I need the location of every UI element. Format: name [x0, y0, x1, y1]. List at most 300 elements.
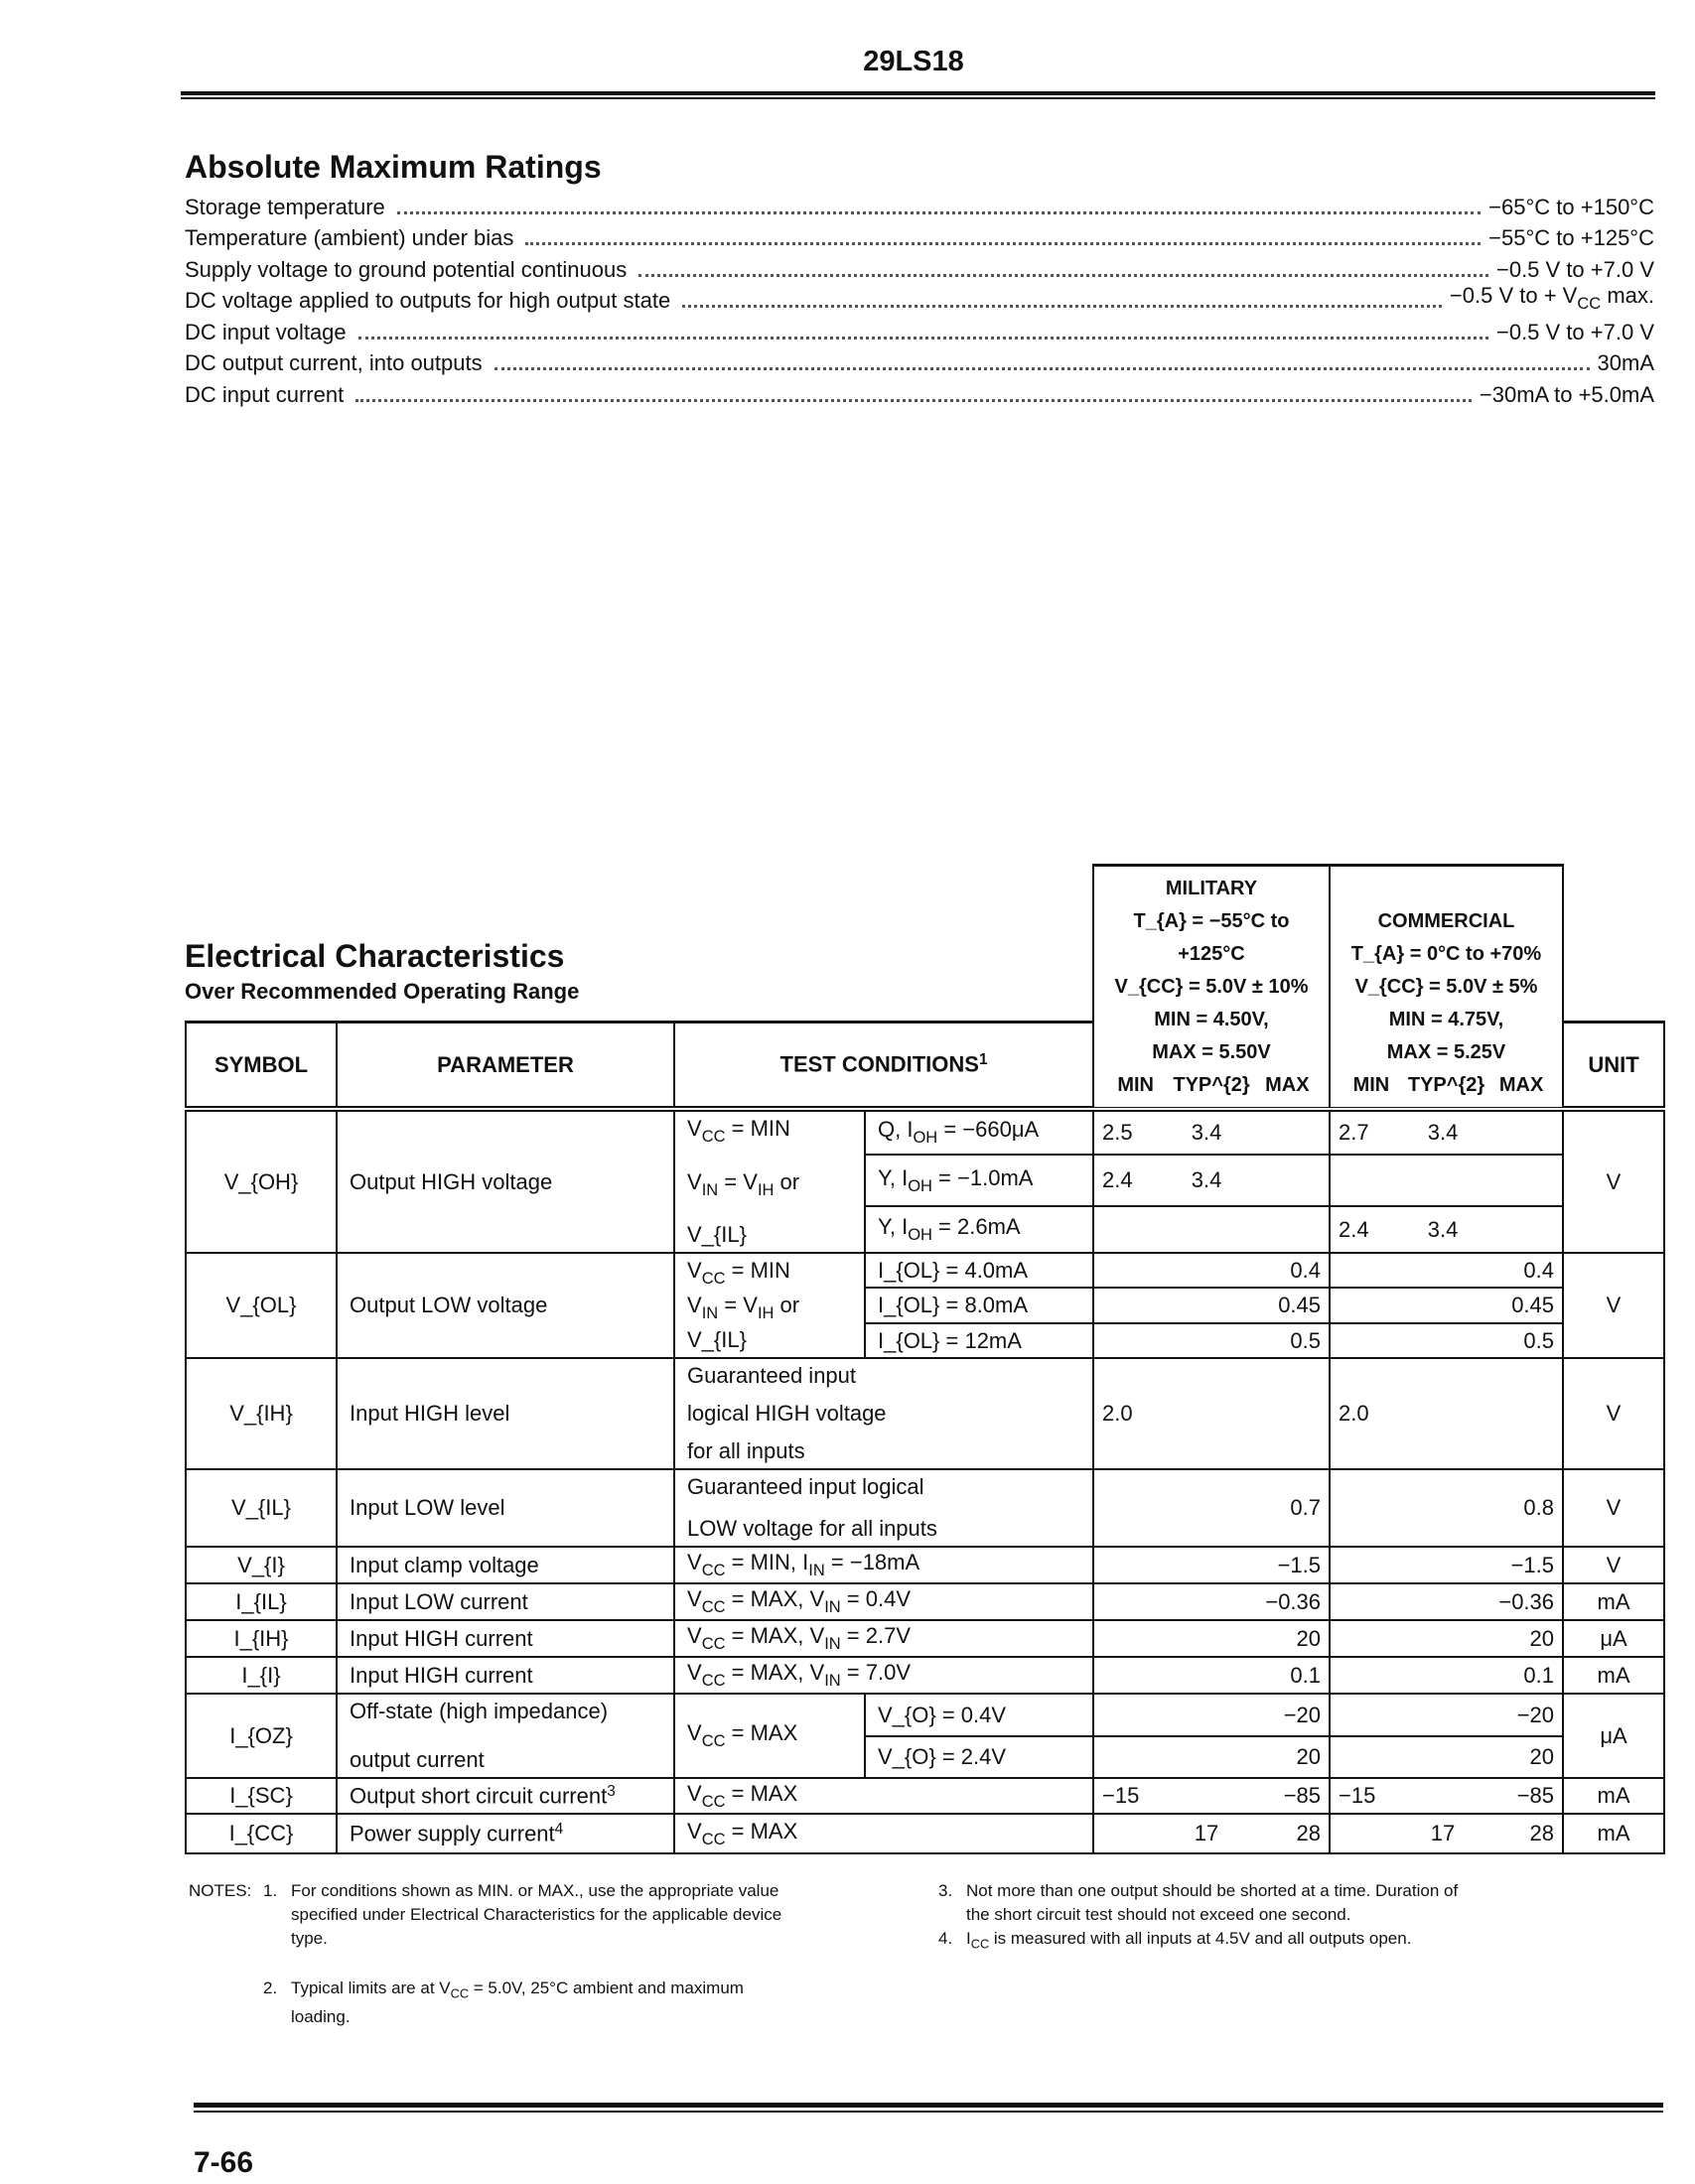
min-value: 2.7 — [1339, 1119, 1369, 1145]
rating-item — [185, 345, 1654, 377]
unit-cell: V — [1563, 1469, 1664, 1547]
value-group — [1102, 1217, 1321, 1243]
note-line: type. — [291, 1929, 328, 1948]
value-group — [1102, 1293, 1321, 1318]
rating-label: DC voltage applied to outputs for high output state — [185, 288, 671, 313]
min-value: −15 — [1102, 1783, 1140, 1808]
military-values — [1093, 1620, 1330, 1657]
value-group — [1339, 1663, 1554, 1689]
rating-label: Storage temperature — [185, 194, 385, 219]
rating-value: −0.5 V to +7.0 V — [1495, 256, 1654, 282]
text-line: $V_{IN} = V_{IH}$ or — [687, 1293, 800, 1322]
min-value — [1339, 1663, 1408, 1689]
symbol-cell: I_{I} — [186, 1657, 337, 1694]
rating-value: 30mA — [1597, 350, 1654, 375]
max-value: 0.4 — [1523, 1257, 1555, 1283]
typ-value — [1172, 1744, 1241, 1770]
military-values — [1093, 1583, 1330, 1620]
dot-leader — [397, 211, 1481, 214]
typ-value — [1408, 1744, 1478, 1770]
typ-value — [1172, 1258, 1241, 1284]
note-line: loading. — [291, 2007, 351, 2027]
notes-label: NOTES: — [189, 1881, 252, 1900]
test-condition-main — [674, 1109, 865, 1253]
typ-value: 3.4 — [1427, 1119, 1459, 1145]
note-n4 — [938, 1927, 1411, 1956]
min-value — [1102, 1553, 1172, 1578]
military-values — [1093, 1778, 1330, 1814]
test-condition-sub: I_{OL} = 8.0mA — [865, 1288, 1093, 1323]
commercial-values — [1330, 1694, 1563, 1736]
unit-cell: V — [1563, 1109, 1664, 1253]
typ-value — [1172, 1553, 1241, 1578]
parameter-cell: Input HIGH current — [337, 1620, 674, 1657]
table-row — [186, 1358, 1664, 1469]
symbol-cell: I_{OZ} — [186, 1694, 337, 1778]
min-value — [1102, 1626, 1172, 1652]
header-rule-thin — [181, 97, 1655, 99]
rating-value: −30mA to +5.0mA — [1479, 381, 1654, 407]
value-group — [1339, 1293, 1554, 1318]
test-condition: $V_{CC}$ = MAX, $V_{IN} = 7.0V$ — [674, 1657, 1093, 1694]
max-value — [1241, 1120, 1321, 1146]
max-value: 0.45 — [1511, 1293, 1555, 1317]
test-condition-sub: I_{OL} = 4.0mA — [865, 1253, 1093, 1288]
commercial-values — [1330, 1814, 1563, 1853]
typ-value — [1408, 1495, 1478, 1521]
note-text — [966, 1879, 1458, 1927]
header-line: MIN = 4.50V, — [1154, 1009, 1269, 1030]
header-parameter: PARAMETER — [337, 1023, 674, 1110]
max-value: 20 — [1529, 1744, 1555, 1769]
commercial-values — [1330, 1547, 1563, 1583]
section-title-absolute-max: Absolute Maximum Ratings — [185, 149, 602, 185]
value-group — [1102, 1401, 1321, 1427]
rating-item — [185, 220, 1654, 252]
military-values — [1093, 1694, 1330, 1736]
value-group — [1102, 1703, 1321, 1728]
note-line: specified under Electrical Characteristics for the applicable device — [291, 1905, 782, 1924]
max-value: 20 — [1296, 1744, 1322, 1769]
test-condition-sub: I_{OL} = 12mA — [865, 1323, 1093, 1358]
commercial-values — [1330, 1155, 1563, 1207]
header-symbol: SYMBOL — [186, 1023, 337, 1110]
commercial-values — [1330, 1620, 1563, 1657]
min-value — [1102, 1328, 1172, 1354]
max-value — [1241, 1401, 1321, 1427]
value-group — [1102, 1120, 1321, 1146]
parameter-cell — [337, 1694, 674, 1778]
text-line: Guaranteed input logical — [687, 1474, 924, 1499]
typ-value — [1408, 1553, 1478, 1578]
min-value — [1102, 1258, 1172, 1284]
value-group — [1339, 1821, 1554, 1846]
typ-value — [1172, 1663, 1241, 1689]
section-title-electrical: Electrical Characteristics — [185, 938, 565, 974]
typ-value: 3.4 — [1427, 1216, 1459, 1242]
text-line: Off-state (high impedance) — [350, 1699, 609, 1723]
typ-value: 17 — [1430, 1821, 1456, 1845]
max-value — [1478, 1120, 1554, 1146]
max-value: −0.36 — [1498, 1588, 1555, 1614]
military-values — [1093, 1323, 1330, 1358]
min-value — [1339, 1328, 1408, 1354]
value-group — [1102, 1663, 1321, 1689]
parameter-cell: Input clamp voltage — [337, 1547, 674, 1583]
text-line: Guaranteed input — [687, 1363, 857, 1388]
note-n1 — [263, 1879, 781, 1951]
rating-label: Temperature (ambient) under bias — [185, 225, 514, 250]
min-value — [1102, 1293, 1172, 1318]
rating-item — [185, 283, 1654, 315]
typ-value — [1408, 1626, 1478, 1652]
military-values — [1093, 1736, 1330, 1778]
min-value — [1339, 1821, 1408, 1846]
value-group — [1339, 1328, 1554, 1354]
typ-value — [1172, 1328, 1241, 1354]
value-group — [1102, 1821, 1321, 1846]
typ-value — [1172, 1293, 1241, 1318]
min-value: 2.4 — [1102, 1166, 1133, 1192]
max-value: 28 — [1529, 1821, 1555, 1845]
typ-value — [1408, 1258, 1478, 1284]
commercial-values — [1330, 1469, 1563, 1547]
section-subtitle-electrical: Over Recommended Operating Range — [185, 979, 580, 1004]
test-condition-sub: Y, $I_{OH} = 2.6mA$ — [865, 1206, 1093, 1253]
note-number: 4. — [938, 1929, 953, 1948]
min-value — [1339, 1167, 1408, 1193]
typ-value — [1408, 1293, 1478, 1318]
table-row — [186, 1253, 1664, 1288]
header-line: MAX = 5.25V — [1386, 1041, 1506, 1063]
typ-value — [1408, 1663, 1478, 1689]
unit-cell: V — [1563, 1547, 1664, 1583]
header-line: V_{CC} = 5.0V ± 10% — [1114, 976, 1309, 998]
value-group — [1102, 1589, 1321, 1615]
parameter-cell: Input LOW level — [337, 1469, 674, 1547]
typ-value — [1172, 1589, 1241, 1615]
rating-item — [185, 376, 1654, 408]
min-value — [1102, 1821, 1172, 1846]
page-number: 7-66 — [194, 2146, 254, 2179]
commercial-values — [1330, 1358, 1563, 1469]
commercial-values — [1330, 1323, 1563, 1358]
document-title: 29LS18 — [863, 46, 964, 77]
typ-value — [1172, 1495, 1241, 1521]
max-value: 0.5 — [1290, 1327, 1322, 1353]
rating-label: DC output current, into outputs — [185, 350, 483, 375]
note-number: 3. — [938, 1881, 953, 1900]
max-value: −85 — [1283, 1783, 1322, 1808]
min-value — [1102, 1589, 1172, 1615]
value-group — [1102, 1328, 1321, 1354]
min-value — [1102, 1663, 1172, 1689]
value-group — [1102, 1744, 1321, 1770]
max-value: 0.7 — [1290, 1495, 1322, 1520]
unit-cell: V — [1563, 1253, 1664, 1358]
value-group — [1339, 1401, 1554, 1427]
military-values — [1093, 1547, 1330, 1583]
min-value: 2.5 — [1102, 1119, 1133, 1145]
header-line: MIN = 4.75V, — [1388, 1009, 1504, 1030]
value-group — [1102, 1167, 1321, 1193]
symbol-cell: I_{IH} — [186, 1620, 337, 1657]
text-line: output current — [350, 1747, 485, 1772]
symbol-cell: I_{CC} — [186, 1814, 337, 1853]
absolute-max-list — [185, 189, 1654, 408]
test-condition-sub: Y, $I_{OH} = -1.0mA$ — [865, 1155, 1093, 1207]
military-values — [1093, 1657, 1330, 1694]
max-value — [1478, 1401, 1554, 1427]
header-line: T_{A} = −55°C to — [1133, 910, 1290, 932]
rating-item — [185, 314, 1654, 345]
parameter-cell: Power supply current$^4$ — [337, 1814, 674, 1853]
min-value — [1339, 1258, 1408, 1284]
min-label: MIN — [1352, 1074, 1390, 1096]
text-lines — [350, 1699, 661, 1773]
min-value — [1102, 1703, 1172, 1728]
test-condition: $V_{CC}$ = MAX, $V_{IN} = 0.4V$ — [674, 1583, 1093, 1620]
min-value: 2.0 — [1339, 1401, 1369, 1426]
unit-cell: mA — [1563, 1814, 1664, 1853]
typ-value — [1408, 1328, 1478, 1354]
note-number: 1. — [263, 1881, 278, 1900]
text-line: for all inputs — [687, 1438, 805, 1463]
max-label: MAX — [1265, 1074, 1310, 1096]
header-line: COMMERCIAL — [1377, 910, 1515, 932]
rating-value: −0.5 V to + $V_{CC}$ max. — [1449, 283, 1654, 313]
test-condition: $V_{CC}$ = MIN, $I_{IN} = -18mA$ — [674, 1547, 1093, 1583]
min-value — [1339, 1703, 1408, 1728]
max-value: −20 — [1516, 1702, 1555, 1727]
test-condition: $V_{CC}$ = MAX, $V_{IN} = 2.7V$ — [674, 1620, 1093, 1657]
max-value: 28 — [1296, 1821, 1322, 1845]
typ-value — [1408, 1167, 1478, 1193]
text-line: $V_{CC}$ = MIN — [687, 1258, 790, 1288]
text-line: $V_{IN} = V_{IH}$ or — [687, 1168, 800, 1199]
rating-value: −65°C to +150°C — [1488, 194, 1654, 219]
value-group — [1339, 1495, 1554, 1521]
typ-value — [1408, 1703, 1478, 1728]
note-line: Typical limits are at $V_{CC} = 5.0V$, 25°C ambient and maximum — [291, 1979, 744, 2001]
unit-cell: μA — [1563, 1694, 1664, 1778]
min-value — [1102, 1495, 1172, 1521]
value-group — [1339, 1553, 1554, 1578]
text-lines — [687, 1363, 1080, 1464]
value-group — [1102, 1626, 1321, 1652]
text-lines — [687, 1474, 1080, 1542]
test-condition — [674, 1358, 1093, 1469]
min-value — [1339, 1626, 1408, 1652]
unit-cell: mA — [1563, 1583, 1664, 1620]
test-condition-sub: V_{O} = 0.4V — [865, 1694, 1093, 1736]
test-condition: $V_{CC}$ = MAX — [674, 1778, 1093, 1814]
symbol-cell: I_{SC} — [186, 1778, 337, 1814]
test-condition: $V_{CC}$ = MAX — [674, 1814, 1093, 1853]
dot-leader — [358, 337, 1488, 340]
parameter-cell: Input HIGH level — [337, 1358, 674, 1469]
commercial-values — [1330, 1206, 1563, 1253]
value-group — [1339, 1167, 1554, 1193]
typ-value — [1172, 1626, 1241, 1652]
min-value: 2.0 — [1102, 1401, 1133, 1426]
note-text — [291, 1879, 781, 1951]
test-condition — [674, 1469, 1093, 1547]
max-value: 20 — [1296, 1625, 1322, 1651]
table-row — [186, 1547, 1664, 1583]
header-line: T_{A} = 0°C to +70% — [1350, 943, 1542, 965]
rating-label: DC input current — [185, 381, 345, 407]
parameter-cell: Input HIGH current — [337, 1657, 674, 1694]
commercial-values — [1330, 1736, 1563, 1778]
rating-item — [185, 189, 1654, 220]
commercial-values — [1330, 1778, 1563, 1814]
header-line: V_{CC} = 5.0V ± 5% — [1354, 976, 1538, 998]
max-value: 0.1 — [1290, 1662, 1322, 1688]
rating-label: Supply voltage to ground potential continuous — [185, 256, 628, 282]
note-n3 — [938, 1879, 1458, 1927]
dot-leader — [638, 274, 1488, 277]
symbol-cell: V_{IH} — [186, 1358, 337, 1469]
symbol-cell: V_{OH} — [186, 1109, 337, 1253]
table-row — [186, 1469, 1664, 1547]
symbol-cell: V_{OL} — [186, 1253, 337, 1358]
max-value: −85 — [1516, 1783, 1555, 1808]
value-group — [1339, 1589, 1554, 1615]
text-line: $V_{CC}$ = MIN — [687, 1116, 790, 1146]
min-value — [1102, 1217, 1172, 1243]
note-text — [291, 1977, 744, 2029]
max-value: 20 — [1529, 1625, 1555, 1651]
min-typ-max-header — [1331, 1069, 1562, 1102]
header-line: MAX = 5.50V — [1152, 1041, 1271, 1063]
commercial-values — [1330, 1109, 1563, 1155]
military-values — [1093, 1288, 1330, 1323]
commercial-values — [1330, 1288, 1563, 1323]
header-line: +125°C — [1178, 943, 1245, 965]
max-value: −0.36 — [1265, 1588, 1322, 1614]
rating-value: −0.5 V to +7.0 V — [1495, 319, 1654, 344]
max-value: −20 — [1283, 1702, 1322, 1727]
table-row — [186, 1109, 1664, 1155]
commercial-values — [1330, 1253, 1563, 1288]
test-condition-main — [674, 1253, 865, 1358]
typ-value — [1172, 1703, 1241, 1728]
typ-value — [1408, 1589, 1478, 1615]
footer-rule-thin — [194, 2111, 1663, 2113]
max-value: −1.5 — [1277, 1552, 1322, 1577]
electrical-characteristics-table — [185, 1021, 1665, 1854]
max-value — [1478, 1217, 1554, 1243]
table-row — [186, 1778, 1664, 1814]
unit-cell: V — [1563, 1358, 1664, 1469]
table-row — [186, 1694, 1664, 1736]
value-group — [1339, 1626, 1554, 1652]
symbol-cell: V_{I} — [186, 1547, 337, 1583]
typ-label: TYP^{2} — [1407, 1074, 1485, 1096]
min-value — [1339, 1589, 1408, 1615]
max-value: −1.5 — [1510, 1552, 1555, 1577]
note-text — [966, 1927, 1411, 1956]
rating-label: DC input voltage — [185, 319, 347, 344]
max-value — [1478, 1167, 1554, 1193]
commercial-values — [1330, 1657, 1563, 1694]
table-row — [186, 1814, 1664, 1853]
text-lines — [687, 1258, 852, 1353]
typ-value — [1408, 1401, 1478, 1427]
min-typ-max-header — [1094, 1069, 1329, 1102]
military-values — [1093, 1814, 1330, 1853]
note-line: $I_{CC}$ is measured with all inputs at 4.5V and all outputs open. — [966, 1929, 1412, 1952]
min-value — [1102, 1744, 1172, 1770]
typ-value — [1172, 1401, 1241, 1427]
military-values — [1093, 1358, 1330, 1469]
table-row — [186, 1583, 1664, 1620]
dot-leader — [494, 367, 1590, 370]
typ-value: 3.4 — [1191, 1166, 1222, 1192]
note-line: the short circuit test should not exceed one second. — [966, 1905, 1351, 1924]
value-group — [1339, 1703, 1554, 1728]
value-group — [1102, 1783, 1321, 1809]
test-condition-sub: Q, $I_{OH} = -660\mu A$ — [865, 1109, 1093, 1155]
military-values — [1093, 1206, 1330, 1253]
text-lines — [687, 1116, 852, 1248]
max-value: 0.4 — [1290, 1257, 1322, 1283]
header-rule — [181, 91, 1655, 95]
commercial-values — [1330, 1583, 1563, 1620]
min-value — [1339, 1553, 1408, 1578]
value-group — [1339, 1258, 1554, 1284]
military-values — [1093, 1469, 1330, 1547]
typ-value — [1172, 1217, 1241, 1243]
military-values — [1093, 1109, 1330, 1155]
value-group — [1102, 1258, 1321, 1284]
max-label: MAX — [1498, 1074, 1544, 1096]
military-values — [1093, 1155, 1330, 1207]
dot-leader — [355, 399, 1472, 402]
rating-item — [185, 251, 1654, 283]
min-value — [1339, 1744, 1408, 1770]
text-line: LOW voltage for all inputs — [687, 1516, 937, 1541]
max-value: 0.5 — [1523, 1327, 1555, 1353]
header-unit: UNIT — [1563, 1023, 1664, 1110]
dot-leader — [525, 242, 1481, 245]
test-condition-main: $V_{CC}$ = MAX — [674, 1694, 865, 1778]
parameter-cell: Output HIGH voltage — [337, 1109, 674, 1253]
min-value — [1339, 1495, 1408, 1521]
commercial-header — [1329, 864, 1564, 1107]
test-condition-sub: V_{O} = 2.4V — [865, 1736, 1093, 1778]
header-line — [1331, 873, 1562, 905]
parameter-cell: Output short circuit current$^3$ — [337, 1778, 674, 1814]
footer-rule — [194, 2103, 1663, 2108]
max-value — [1241, 1217, 1321, 1243]
parameter-cell: Output LOW voltage — [337, 1253, 674, 1358]
table-row — [186, 1620, 1664, 1657]
header-test-conditions: TEST CONDITIONS$^1$ — [674, 1023, 1093, 1110]
min-label: MIN — [1117, 1074, 1155, 1096]
min-value: −15 — [1339, 1783, 1376, 1808]
symbol-cell: V_{IL} — [186, 1469, 337, 1547]
unit-cell: μA — [1563, 1620, 1664, 1657]
military-header — [1092, 864, 1331, 1107]
note-line: For conditions shown as MIN. or MAX., use the appropriate value — [291, 1881, 779, 1900]
note-line: Not more than one output should be shorted at a time. Duration of — [966, 1881, 1459, 1900]
min-value: 2.4 — [1339, 1216, 1369, 1242]
note-n2 — [263, 1977, 744, 2029]
military-values — [1093, 1253, 1330, 1288]
text-line: V_{IL} — [687, 1222, 747, 1247]
